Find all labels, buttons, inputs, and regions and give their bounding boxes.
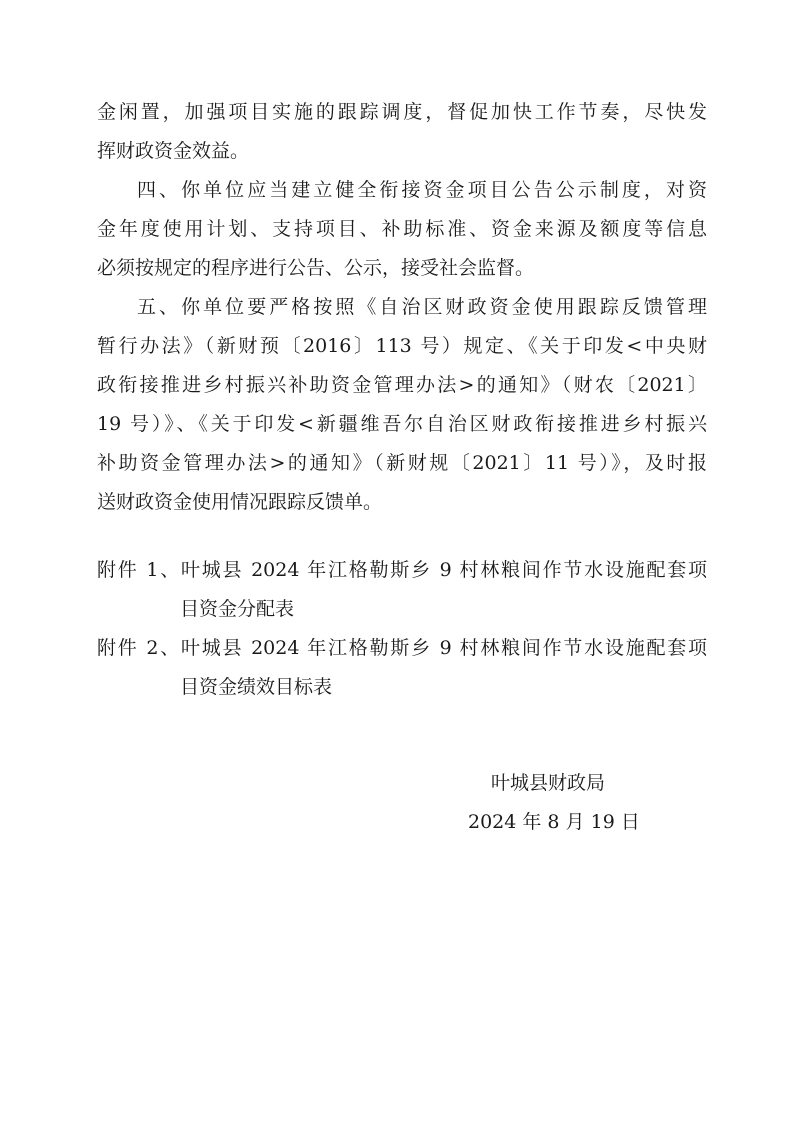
- issue-date: 2024 年 8 月 19 日: [468, 811, 640, 833]
- attachment-2-title: 附件 2、叶城县 2024 年江格勒斯乡 9 村林粮间作节水设施配套项: [97, 637, 707, 659]
- issuing-organization: 叶城县财政局: [491, 772, 606, 794]
- body-line: 暂行办法》（新财预〔2016〕113 号）规定、《关于印发<中央财: [97, 335, 707, 357]
- body-line: 送财政资金使用情况跟踪反馈单。: [97, 491, 383, 513]
- body-line: 金闲置，加强项目实施的跟踪调度，督促加快工作节奏，尽快发: [97, 101, 707, 123]
- attachment-1-title: 附件 1、叶城县 2024 年江格勒斯乡 9 村林粮间作节水设施配套项: [97, 559, 707, 581]
- body-line: 金年度使用计划、支持项目、补助标准、资金来源及额度等信息: [97, 218, 707, 240]
- attachment-1-title-cont: 目资金分配表: [180, 598, 295, 620]
- body-line: 必须按规定的程序进行公告、公示，接受社会监督。: [97, 257, 535, 279]
- attachment-2-title-cont: 目资金绩效目标表: [180, 676, 333, 698]
- body-line: 政衔接推进乡村振兴补助资金管理办法>的通知》（财农〔2021〕: [97, 374, 707, 396]
- body-line: 挥财政资金效益。: [97, 140, 250, 162]
- body-line: 五、你单位要严格按照《自治区财政资金使用跟踪反馈管理: [137, 296, 707, 318]
- body-line: 四、你单位应当建立健全衔接资金项目公告公示制度，对资: [137, 179, 707, 201]
- body-line: 补助资金管理办法>的通知》（新财规〔2021〕11 号）》，及时报: [97, 452, 707, 474]
- body-line: 19 号）》、《关于印发<新疆维吾尔自治区财政衔接推进乡村振兴: [97, 413, 707, 435]
